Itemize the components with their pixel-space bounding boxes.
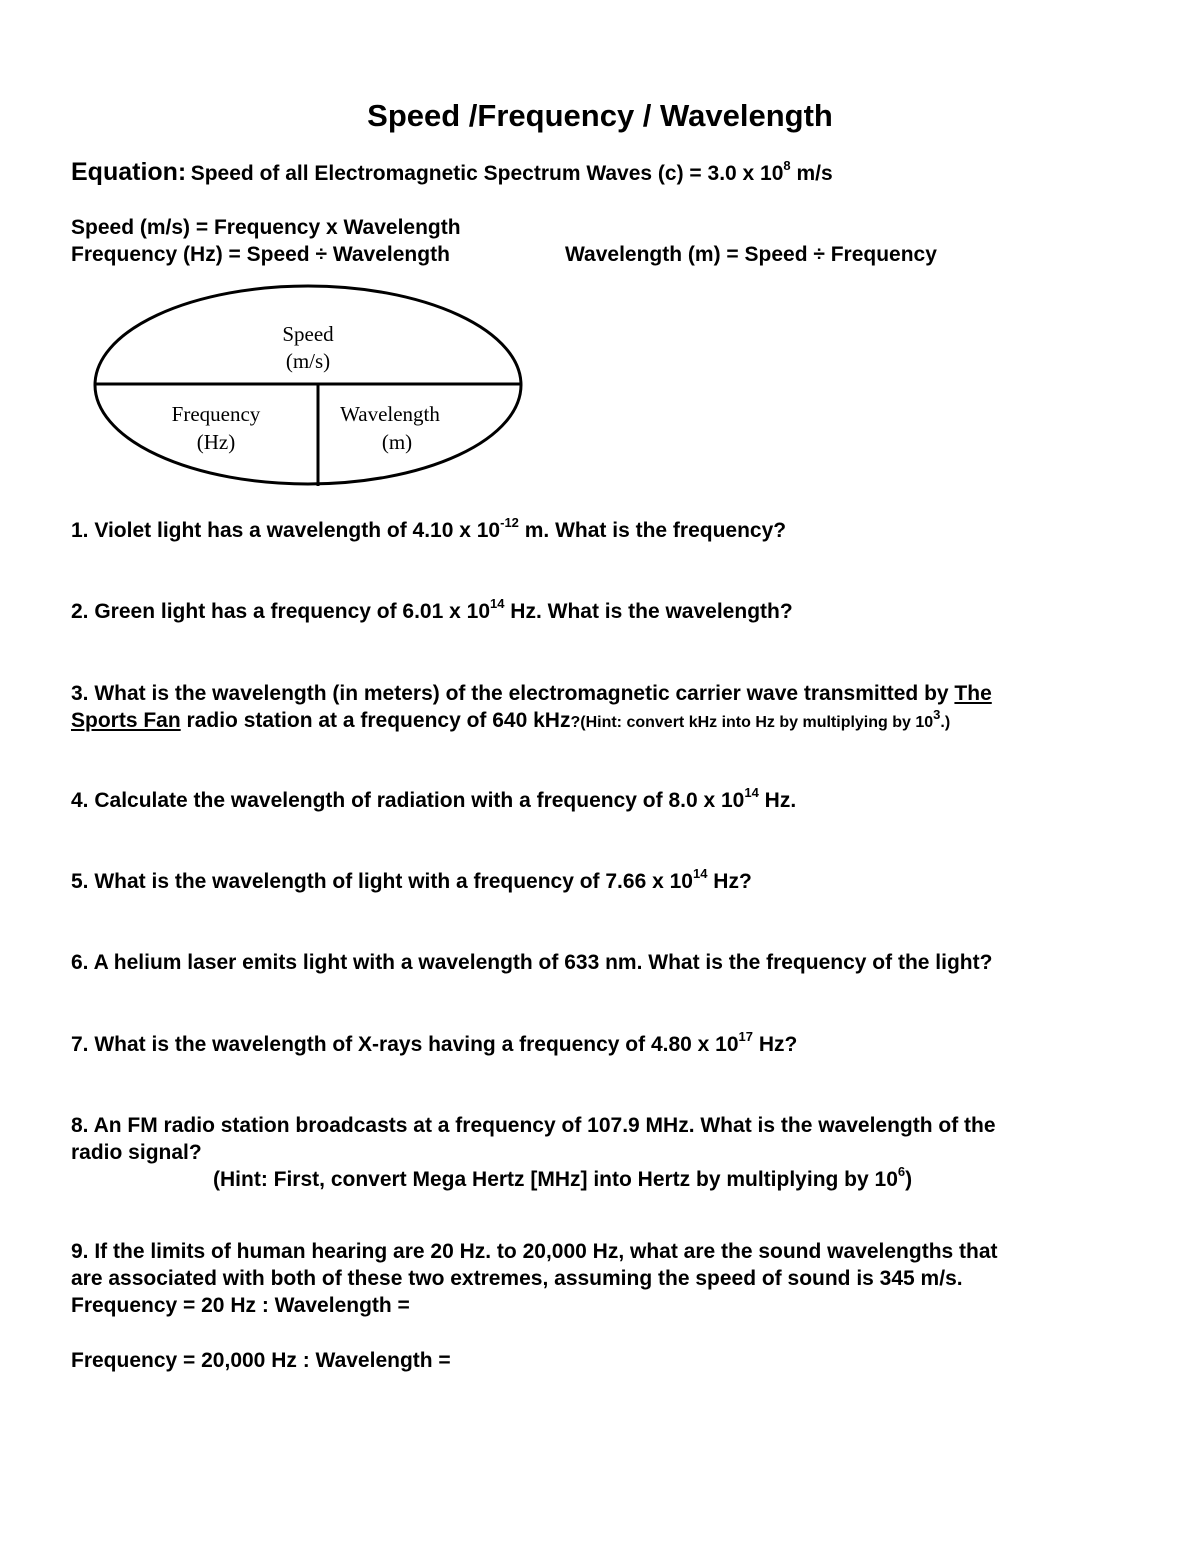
formula-frequency: Frequency (Hz) = Speed ÷ Wavelength <box>71 243 450 266</box>
question-6: 6. A helium laser emits light with a wavelength of 633 nm. What is the frequency of the light? <box>71 951 993 974</box>
diagram-wavelength-label: Wavelength <box>340 402 440 426</box>
question-8-line-1: 8. An FM radio station broadcasts at a frequency of 107.9 MHz. What is the wavelength of the <box>71 1114 996 1137</box>
question-2: 2. Green light has a frequency of 6.01 x $10^{14}$ Hz. What is the wavelength? <box>71 596 793 623</box>
equation-text: Speed of all Electromagnetic Spectrum Waves (c) = 3.0 x $10^8$ m/s <box>190 158 833 185</box>
equation-row <box>71 158 833 187</box>
equation-exponent: 8 <box>783 158 791 173</box>
question-5: 5. What is the wavelength of light with a frequency of 7.66 x $10^{14}$ Hz? <box>71 866 752 893</box>
formula-wavelength: Wavelength (m) = Speed ÷ Frequency <box>565 243 937 266</box>
question-8-hint: (Hint: First, convert Mega Hertz [MHz] into Hertz by multiplying by $10^6$) <box>213 1164 913 1191</box>
page-title: Speed /Frequency / Wavelength <box>367 98 833 133</box>
station-name-part-2: Sports Fan <box>71 709 181 732</box>
question-3-line-2: Sports Fan radio station at a frequency of 640 kHz?(Hint: convert kHz into Hz by multiplying by $10^3$.) <box>71 706 951 732</box>
formula-speed: Speed (m/s) = Frequency x Wavelength <box>71 216 461 239</box>
equation-label: Equation: <box>71 158 187 186</box>
question-3-hint: ?(Hint: convert kHz into Hz by multiplying by $10^3$.) <box>570 706 951 731</box>
question-9-answer-20hz: Frequency = 20 Hz : Wavelength = <box>71 1294 410 1317</box>
formula-triangle-diagram <box>90 282 526 492</box>
question-4: 4. Calculate the wavelength of radiation with a frequency of 8.0 x $10^{14}$ Hz. <box>71 785 797 812</box>
question-9-line-1: 9. If the limits of human hearing are 20 Hz. to 20,000 Hz, what are the sound wavelengths that <box>71 1240 998 1263</box>
diagram-frequency-unit: (Hz) <box>196 430 236 454</box>
question-9-answer-20000hz: Frequency = 20,000 Hz : Wavelength = <box>71 1349 451 1372</box>
question-1: 1. Violet light has a wavelength of 4.10 x $10^{-12}$ m. What is the frequency? <box>71 515 787 542</box>
station-name-part-1: The <box>954 682 992 705</box>
question-7: 7. What is the wavelength of X-rays having a frequency of 4.80 x $10^{17}$ Hz? <box>71 1029 798 1056</box>
question-8-line-2: radio signal? <box>71 1141 202 1164</box>
diagram-frequency-label: Frequency <box>171 402 261 426</box>
diagram-speed-label: Speed <box>282 322 334 346</box>
diagram-speed-unit: (m/s) <box>285 349 331 373</box>
question-9-line-2: are associated with both of these two extremes, assuming the speed of sound is 345 m/s. <box>71 1267 963 1290</box>
question-3-line-1: 3. What is the wavelength (in meters) of the electromagnetic carrier wave transmitted by The <box>71 682 992 705</box>
diagram-wavelength-unit: (m) <box>381 430 413 454</box>
